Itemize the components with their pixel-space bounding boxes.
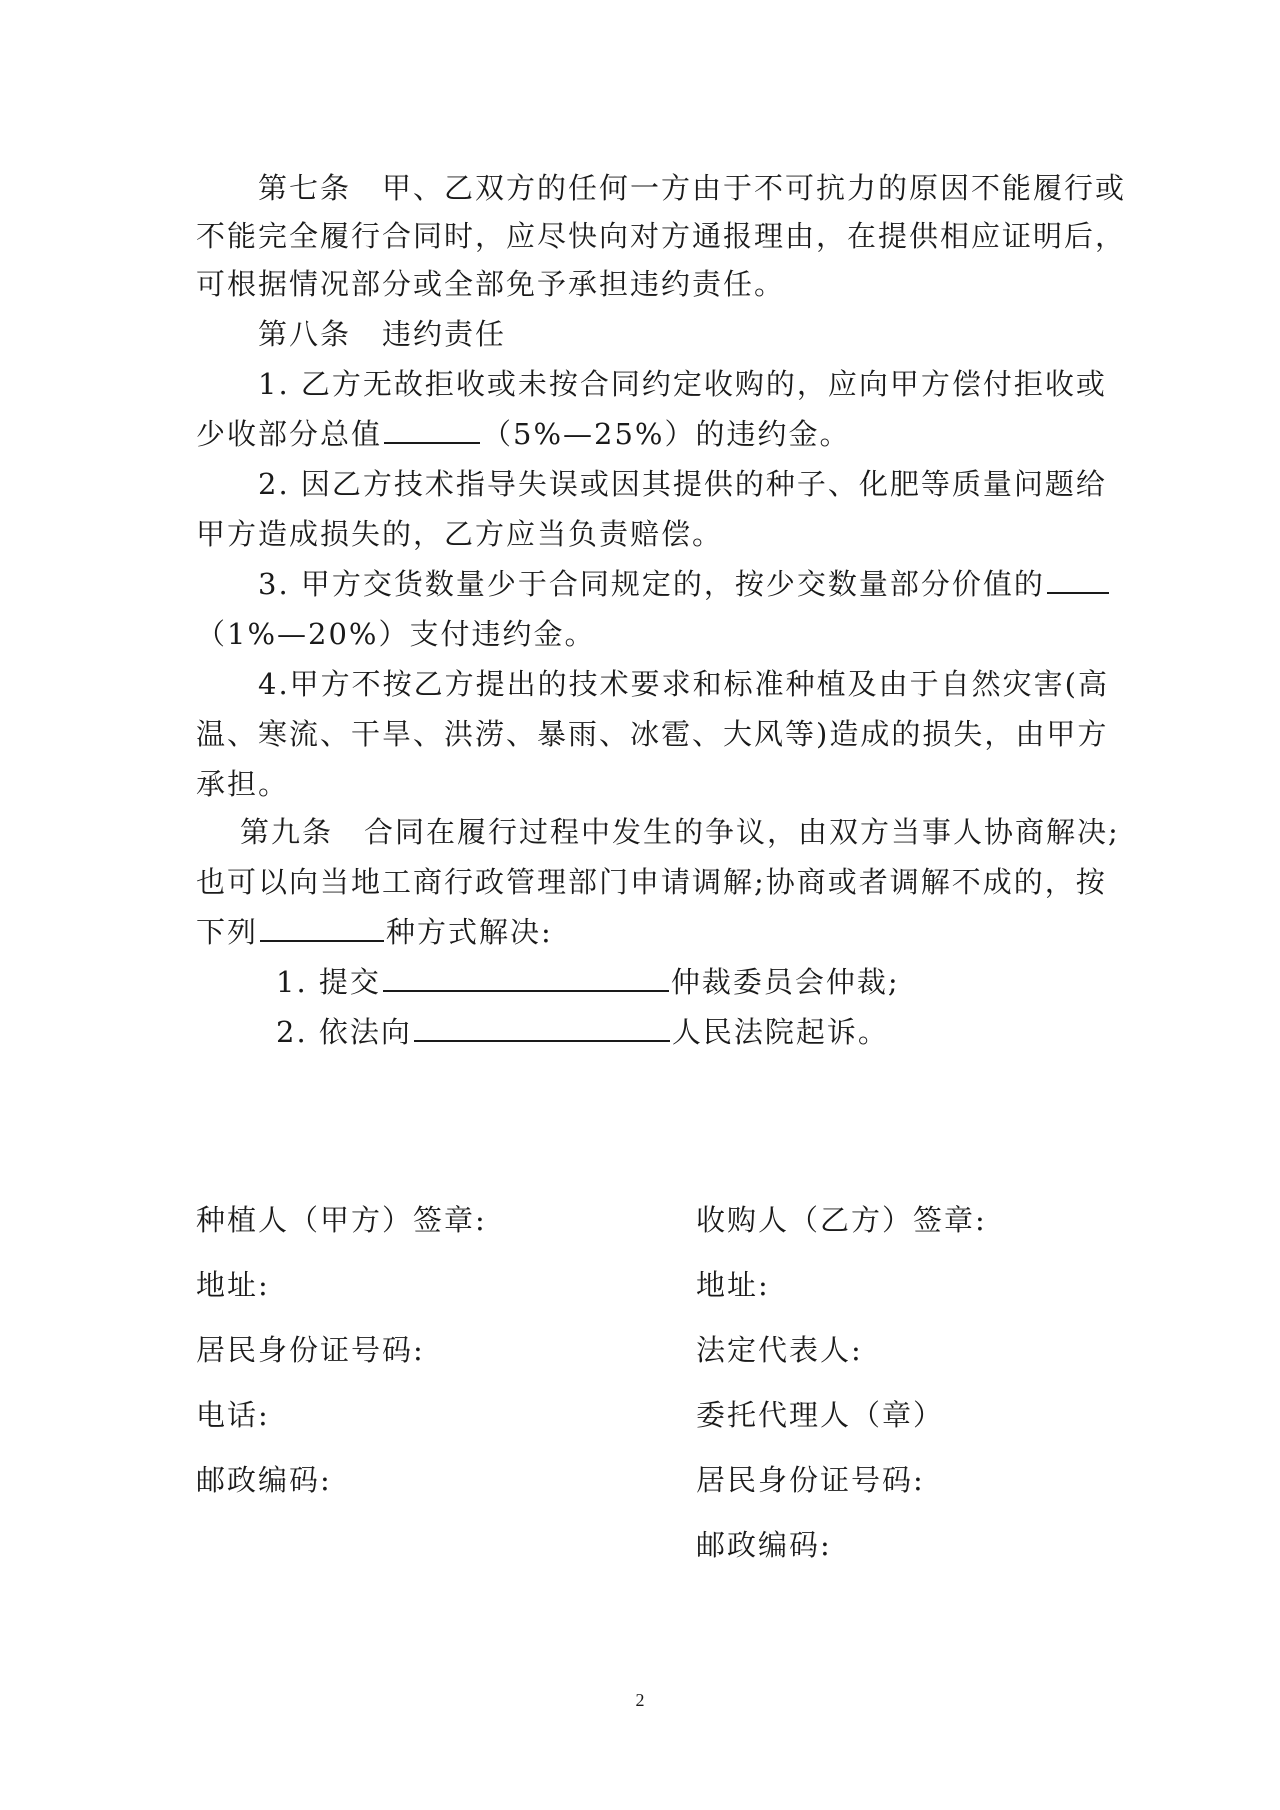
- article9-option1-pre: 1. 提交: [276, 965, 381, 999]
- party-b-agent-label: 委托代理人（章）: [696, 1398, 945, 1432]
- article7-line2: 不能完全履行合同时，应尽快向对方通报理由，在提供相应证明后，: [196, 219, 1127, 253]
- article9-option2-post: 人民法院起诉。: [671, 1015, 889, 1049]
- article8-item3-pre: 3. 甲方交货数量少于合同规定的，按少交数量部分价值的: [258, 567, 1045, 601]
- article9-option1: [276, 962, 900, 1002]
- article9-line1: 第九条 合同在履行过程中发生的争议，由双方当事人协商解决;: [240, 815, 1120, 849]
- article9-option2-pre: 2. 依法向: [276, 1015, 412, 1049]
- article8-item3-line1: [258, 564, 1111, 604]
- party-b-legal-rep-label: 法定代表人:: [696, 1333, 863, 1367]
- article7-line3: 可根据情况部分或全部免予承担违约责任。: [196, 267, 786, 301]
- penalty-rate-blank-1: [384, 414, 480, 444]
- article8-item3-line2: （1%—20%）支付违约金。: [196, 617, 596, 651]
- article9-line3-pre: 下列: [196, 915, 259, 949]
- article8-item2-line1: 2. 因乙方技术指导失误或因其提供的种子、化肥等质量问题给: [258, 467, 1107, 501]
- article8-item1-pre: 少收部分总值: [196, 417, 383, 451]
- party-a-id-label: 居民身份证号码:: [196, 1333, 425, 1367]
- article8-item1-line1: 1. 乙方无故拒收或未按合同约定收购的，应向甲方偿付拒收或: [258, 367, 1107, 401]
- article9-option2: [276, 1012, 889, 1052]
- penalty-rate-blank-2: [1047, 564, 1109, 594]
- arbitration-committee-blank: [383, 962, 669, 992]
- page-number: 2: [635, 1690, 645, 1710]
- article8-item2-line2: 甲方造成损失的，乙方应当负责赔偿。: [196, 517, 724, 551]
- article8-item1-post: （5%—25%）的违约金。: [482, 417, 851, 451]
- article8-item4-line3: 承担。: [196, 767, 290, 801]
- article8-item1-line2: [196, 414, 850, 454]
- party-b-id-label: 居民身份证号码:: [696, 1463, 925, 1497]
- party-a-address-label: 地址:: [196, 1268, 270, 1302]
- party-b-sign-label: 收购人（乙方）签章:: [696, 1203, 987, 1237]
- article9-line3-post: 种方式解决:: [386, 915, 553, 949]
- resolution-method-blank: [260, 912, 384, 942]
- article7-line1: 第七条 甲、乙双方的任何一方由于不可抗力的原因不能履行或: [258, 171, 1127, 205]
- party-b-postcode-label: 邮政编码:: [696, 1528, 832, 1562]
- article8-title: 第八条 违约责任: [258, 317, 507, 351]
- party-b-address-label: 地址:: [696, 1268, 770, 1302]
- article9-line2: 也可以向当地工商行政管理部门申请调解;协商或者调解不成的，按: [196, 865, 1107, 899]
- article8-item4-line1: 4.甲方不按乙方提出的技术要求和标准种植及由于自然灾害(高: [258, 667, 1109, 701]
- article9-option1-post: 仲裁委员会仲裁;: [670, 965, 900, 999]
- article9-line3: [196, 912, 553, 952]
- party-a-postcode-label: 邮政编码:: [196, 1463, 332, 1497]
- party-a-phone-label: 电话:: [196, 1398, 270, 1432]
- party-a-sign-label: 种植人（甲方）签章:: [196, 1203, 487, 1237]
- court-name-blank: [414, 1012, 670, 1042]
- article8-item4-line2: 温、寒流、干旱、洪涝、暴雨、冰雹、大风等)造成的损失，由甲方: [196, 717, 1109, 751]
